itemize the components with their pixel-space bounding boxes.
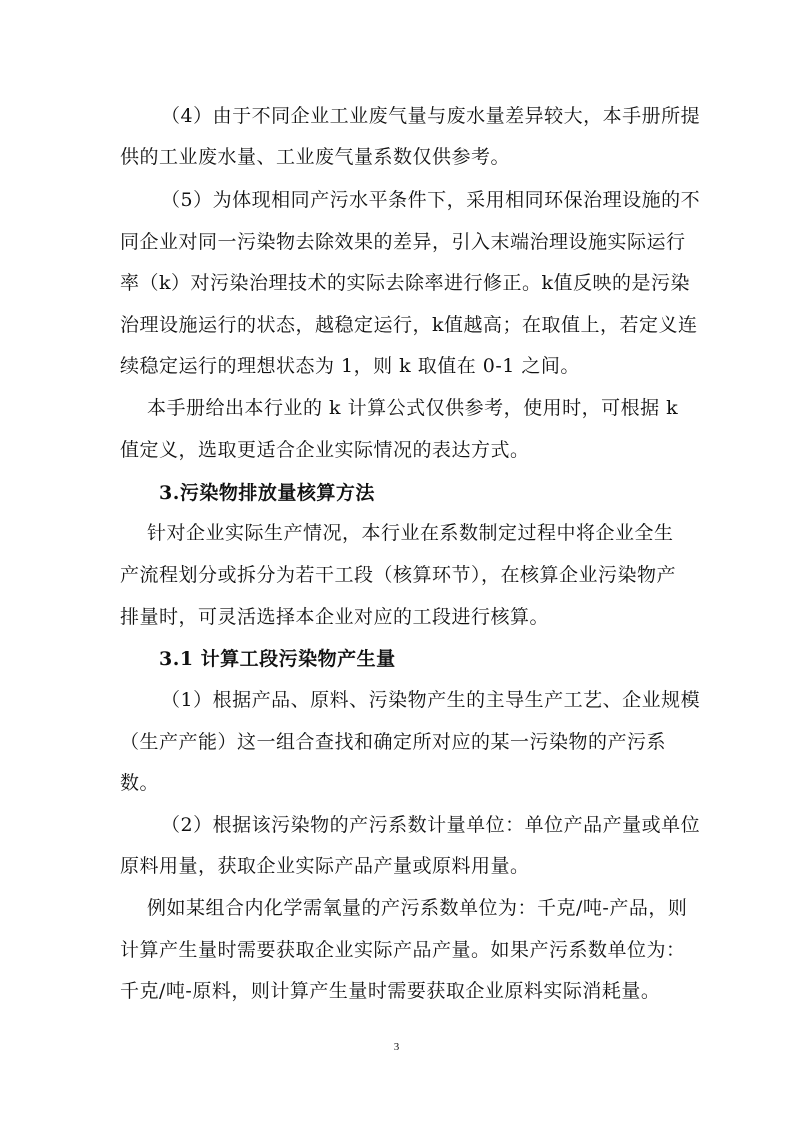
paragraph-5-line-4: 治理设施运行的状态，越稳定运行，k值越高；在取值上，若定义连 [120, 314, 698, 336]
paragraph-5-line-3: 率（k）对污染治理技术的实际去除率进行修正。k值反映的是污染 [120, 272, 691, 294]
page-number: 3 [393, 1041, 400, 1053]
section-3-paragraph-line-3: 排量时，可灵活选择本企业对应的工段进行核算。 [120, 606, 550, 628]
step-2-line-2: 原料用量，获取企业实际产品产量或原料用量。 [120, 855, 530, 877]
paragraph-k-line-2: 值定义，选取更适合企业实际情况的表达方式。 [120, 439, 530, 461]
section-heading-3: 3.污染物排放量核算方法 [159, 482, 375, 504]
section-3-paragraph-line-2: 产流程划分或拆分为若干工段（核算环节），在核算企业污染物产 [120, 564, 677, 586]
step-1-line-1: （1）根据产品、原料、污染物产生的主导生产工艺、企业规模 [161, 689, 701, 711]
paragraph-4-line-1: （4）由于不同企业工业废气量与废水量差异较大，本手册所提 [161, 105, 701, 127]
paragraph-5-line-5: 续稳定运行的理想状态为 1，则 k 取值在 0-1 之间。 [120, 355, 580, 377]
example-line-2: 计算产生量时需要获取企业实际产品产量。如果产污系数单位为： [120, 939, 686, 961]
step-1-line-3: 数。 [120, 772, 160, 794]
paragraph-5-line-1: （5）为体现相同产污水平条件下，采用相同环保治理设施的不 [161, 189, 701, 211]
paragraph-k-line-1: 本手册给出本行业的 k 计算公式仅供参考，使用时，可根据 k [147, 397, 679, 419]
step-2-line-1: （2）根据该污染物的产污系数计量单位：单位产品产量或单位 [161, 814, 701, 836]
section-heading-3-1: 3.1 计算工段污染物产生量 [159, 648, 396, 670]
step-1-line-2: （生产产能）这一组合查找和确定所对应的某一污染物的产污系 [120, 731, 667, 753]
paragraph-5-line-2: 同企业对同一污染物去除效果的差异，引入末端治理设施实际运行 [120, 231, 686, 253]
section-3-paragraph-line-1: 针对企业实际生产情况，本行业在系数制定过程中将企业全生 [147, 522, 674, 544]
example-line-3: 千克/吨-原料，则计算产生量时需要获取企业原料实际消耗量。 [120, 980, 661, 1002]
example-line-1: 例如某组合内化学需氧量的产污系数单位为：千克/吨-产品，则 [147, 897, 688, 919]
paragraph-4-line-2: 供的工业废水量、工业废气量系数仅供参考。 [120, 146, 511, 168]
